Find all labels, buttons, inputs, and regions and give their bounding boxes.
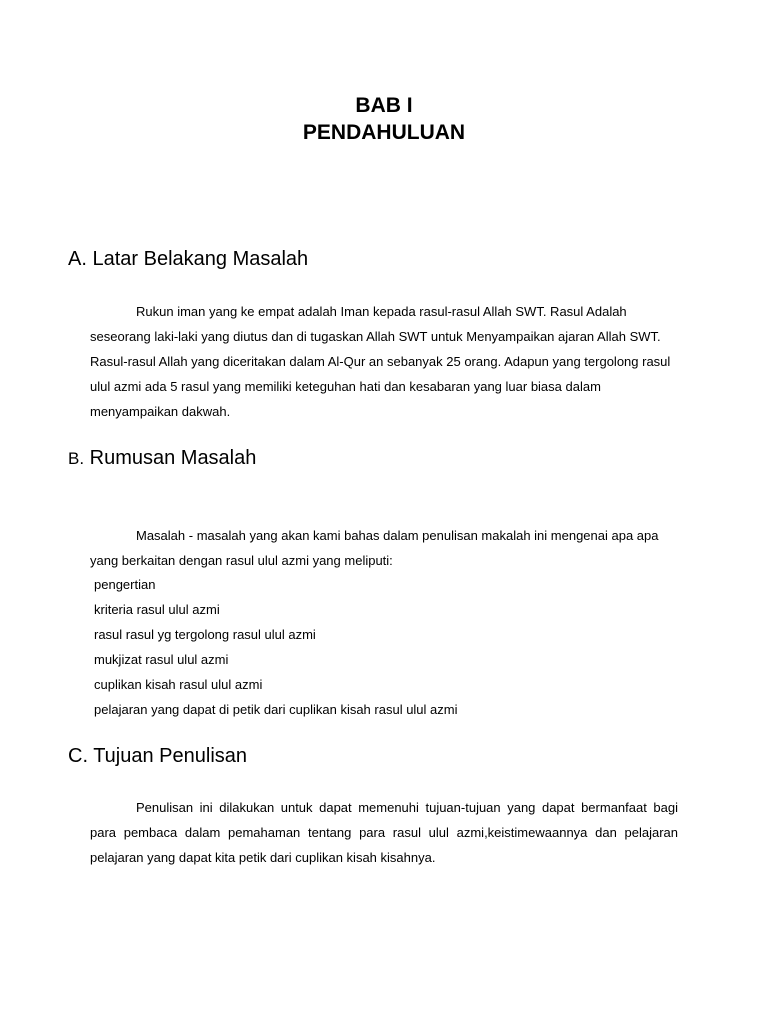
section-heading-a (68, 246, 308, 272)
list-item: pelajaran yang dapat di petik dari cuplikan kisah rasul ulul azmi (94, 702, 458, 717)
section-title: Rumusan Masalah (89, 447, 257, 469)
problem-list (94, 572, 458, 722)
section-heading-b (68, 445, 256, 472)
section-title: Latar Belakang Masalah (92, 248, 309, 270)
list-item: pengertian (94, 577, 156, 592)
list-item: kriteria rasul ulul azmi (94, 602, 220, 617)
chapter-title: PENDAHULUAN (302, 121, 466, 144)
section-heading-c (68, 743, 247, 769)
paragraph-text: Penulisan ini dilakukan untuk dapat memenuhi tujuan-tujuan yang dapat bermanfaat bagi para pembaca dalam pemahaman tentang para rasul ulul azmi,keistimewaannya dan pelajaran pelajaran yang dapat kita petik dari cuplikan kisah kisahnya. (90, 800, 678, 865)
paragraph-text: Masalah - masalah yang akan kami bahas dalam penulisan makalah ini mengenai apa apa yang berkaitan dengan rasul ulul azmi yang meliputi: (90, 528, 659, 568)
section-letter: C. (68, 745, 88, 767)
section-letter: B. (68, 449, 85, 468)
section-title: Tujuan Penulisan (93, 745, 248, 767)
paragraph-text: Rukun iman yang ke empat adalah Iman kepada rasul-rasul Allah SWT. Rasul Adalah seseorang laki-laki yang diutus dan di tugaskan Allah SWT untuk Menyampaikan ajaran Allah SWT. Rasul-rasul Allah yang diceritakan dalam Al-Qur an sebanyak 25 orang. Adapun yang tergolong rasul ulul azmi ada 5 rasul yang memiliki keteguhan hati dan kesabaran yang luar biasa dalam menyampaikan dakwah. (90, 304, 671, 419)
list-item: cuplikan kisah rasul ulul azmi (94, 677, 263, 692)
section-letter: A. (68, 248, 87, 270)
list-item: rasul rasul yg tergolong rasul ulul azmi (94, 627, 316, 642)
section-c-paragraph (90, 795, 678, 870)
chapter-number: BAB I (355, 94, 413, 117)
section-a-paragraph (90, 299, 678, 424)
list-item: mukjizat rasul ulul azmi (94, 652, 229, 667)
section-b-paragraph (90, 523, 678, 573)
